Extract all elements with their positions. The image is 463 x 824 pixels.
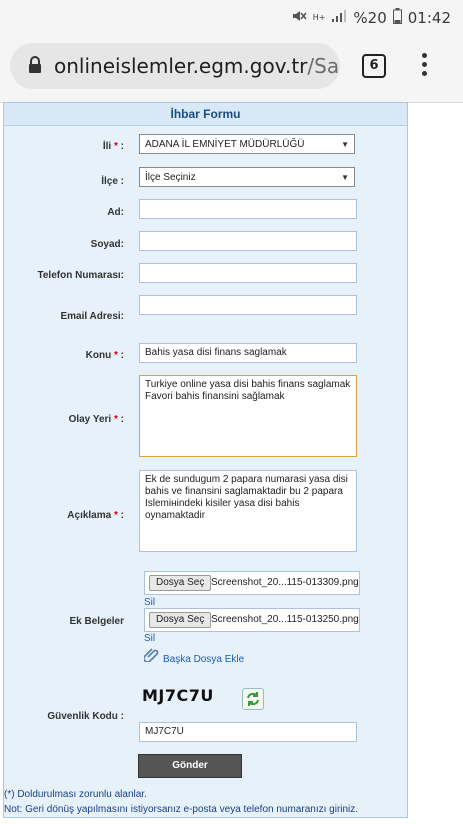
olay-yeri-label: Olay Yeri * : bbox=[68, 414, 124, 425]
konu-label: Konu * : bbox=[85, 350, 124, 361]
status-icons bbox=[291, 8, 451, 28]
ad-input[interactable] bbox=[139, 199, 357, 219]
captcha-input[interactable]: MJ7C7U bbox=[139, 722, 357, 742]
signal-icon bbox=[331, 9, 347, 27]
mute-icon bbox=[291, 9, 307, 27]
ilce-label: İlçe : bbox=[101, 176, 124, 187]
telefon-label: Telefon Numarası: bbox=[37, 270, 124, 281]
paperclip-icon bbox=[144, 646, 160, 667]
telefon-input[interactable] bbox=[139, 263, 357, 283]
file-name: Screenshot_20...115-013250.png bbox=[211, 614, 359, 625]
url-text bbox=[54, 54, 339, 78]
url-bar[interactable] bbox=[10, 43, 340, 89]
report-form bbox=[3, 102, 408, 818]
battery-percent: %20 bbox=[353, 9, 387, 27]
add-file-link[interactable]: Başka Dosya Ekle bbox=[163, 654, 245, 665]
choose-file-button[interactable]: Dosya Seç bbox=[149, 612, 211, 628]
il-label: İli * : bbox=[102, 141, 124, 152]
ilce-select[interactable]: İlçe Seçiniz ▼ bbox=[139, 167, 355, 187]
tab-switcher-button[interactable]: 6 bbox=[362, 54, 386, 78]
menu-icon[interactable] bbox=[422, 53, 428, 80]
soyad-input[interactable] bbox=[139, 231, 357, 251]
url-path: /Sa bbox=[307, 54, 340, 78]
network-type: H+ bbox=[312, 13, 326, 22]
file-input-2[interactable] bbox=[144, 608, 360, 632]
email-label: Email Adresi: bbox=[60, 311, 124, 322]
dropdown-arrow-icon: ▼ bbox=[341, 173, 349, 182]
choose-file-button[interactable]: Dosya Seç bbox=[149, 575, 211, 591]
url-host: onlineislemler.egm.gov.tr bbox=[54, 54, 308, 78]
guvenlik-label: Güvenlik Kodu : bbox=[47, 711, 124, 722]
soyad-label: Soyad: bbox=[90, 239, 124, 250]
submit-button[interactable]: Gönder bbox=[138, 754, 242, 778]
il-select[interactable]: ADANA İL EMNİYET MÜDÜRLÜĞÜ ▼ bbox=[139, 134, 355, 154]
captcha-image: MJ7C7U bbox=[142, 686, 214, 705]
clock: 01:42 bbox=[407, 9, 451, 27]
file-input-1[interactable] bbox=[144, 571, 360, 595]
remove-file-link[interactable]: Sil bbox=[144, 633, 156, 644]
status-bar bbox=[0, 0, 463, 34]
email-input[interactable] bbox=[139, 295, 357, 315]
form-title: İhbar Formu bbox=[4, 103, 407, 126]
aciklama-label: Açıklama * : bbox=[67, 510, 124, 521]
browser-toolbar bbox=[0, 34, 463, 103]
ek-belgeler-label: Ek Belgeler bbox=[69, 616, 124, 627]
file-name: Screenshot_20...115-013309.png bbox=[211, 577, 359, 588]
lock-icon bbox=[28, 56, 42, 74]
ad-label: Ad: bbox=[107, 207, 124, 218]
required-note: (*) Doldurulması zorunlu alanlar. bbox=[4, 789, 147, 800]
aciklama-textarea[interactable]: Ek de sundugum 2 papara numarasi yasa disi bahis ve finansini saglamaktadir bu 2 papara Islemінindeki kisiler yasa disi bahis oynamaktadir bbox=[139, 470, 357, 552]
olay-yeri-textarea[interactable]: Turkiye online yasa disi bahis finans saglamak Favori bahis finansini sağlamak bbox=[139, 375, 357, 457]
refresh-captcha-button[interactable] bbox=[242, 688, 264, 710]
contact-note: Not: Geri dönüş yapılmasını istiyorsanız e-posta veya telefon numaranızı giriniz. bbox=[4, 804, 359, 815]
battery-icon bbox=[393, 8, 402, 28]
konu-input[interactable]: Bahis yasa disi finans saglamak bbox=[139, 343, 357, 363]
remove-file-link[interactable]: Sil bbox=[144, 597, 156, 608]
dropdown-arrow-icon: ▼ bbox=[341, 140, 349, 149]
